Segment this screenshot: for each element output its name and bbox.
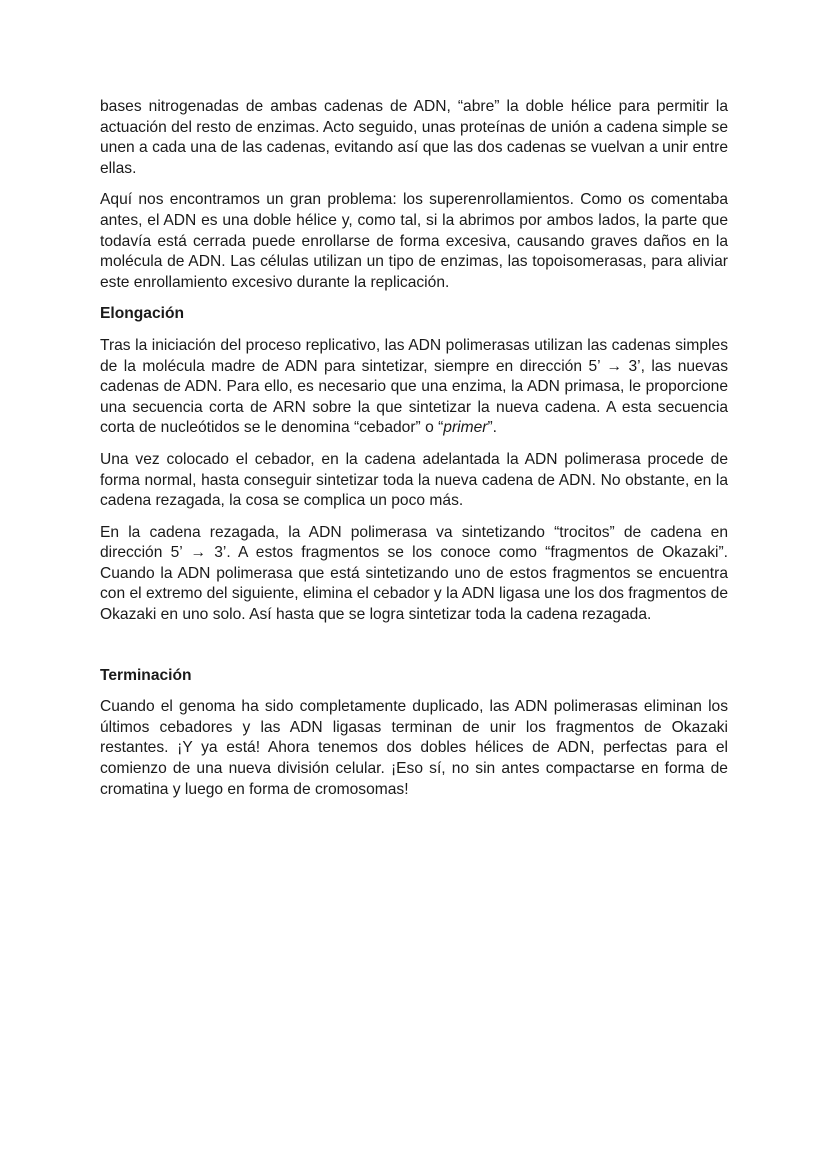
paragraph-supercoiling: Aquí nos encontramos un gran problema: los superenrollamientos. Como os comentaba antes, el ADN es una doble hélice y, como tal, si la abrimos por ambos lados, la parte que todavía está cerrada puede enrollarse de forma excesiva, causando graves daños en la molécula de ADN. Las células utilizan un tipo de enzimas, las topoisomerasas, para aliviar este enrollamiento excesivo durante la replicación. [100, 191, 728, 291]
heading-elongacion: Elongación [100, 305, 185, 323]
paragraph-leading-strand: Una vez colocado el cebador, en la cadena adelantada la ADN polimerasa procede de forma normal, hasta conseguir sintetizar toda la nueva cadena de ADN. No obstante, en la cadena rezagada, la cosa se complica un poco más. [100, 450, 728, 510]
primer-term: primer [443, 419, 488, 437]
paragraph-elongation-end: ”. [487, 419, 497, 437]
paragraph-elongation-text: Tras la iniciación del proceso replicativo, las ADN polimerasas utilizan las cadenas simples de la molécula madre de ADN para sintetizar, siempre en dirección 5’ → 3’, las nuevas cadenas de ADN. Para ello, es necesario que una enzima, la ADN primasa, le proporcione una secuencia corta de ARN sobre la que sintetizar la nueva cadena. A esta secuencia corta de nucleótidos se le denomina “cebador” o “ [100, 336, 728, 437]
document-page [100, 97, 728, 800]
paragraph-termination: Cuando el genoma ha sido completamente duplicado, las ADN polimerasas eliminan los últimos cebadores y las ADN ligasas terminan de unir los fragmentos de Okazaki restantes. ¡Y ya está! Ahora tenemos dos dobles hélices de ADN, perfectas para el comienzo de una nueva división celular. ¡Eso sí, no sin antes compactarse en forma de cromatina y luego en forma de cromosomas! [100, 698, 728, 798]
heading-terminacion: Terminación [100, 666, 192, 684]
paragraph-elongation-intro [100, 336, 728, 439]
paragraph-lagging-strand: En la cadena rezagada, la ADN polimerasa va sintetizando “trocitos” de cadena en dirección 5’ → 3’. A estos fragmentos se los conoce como “fragmentos de Okazaki”. Cuando la ADN polimerasa que está sintetizando uno de estos fragmentos se encuentra con el extremo del siguiente, elimina el cebador y la ADN ligasa une los dos fragmentos de Okazaki en uno solo. Así hasta que se logra sintetizar toda la cadena rezagada. [100, 523, 728, 624]
paragraph-helicase: bases nitrogenadas de ambas cadenas de ADN, “abre” la doble hélice para permitir la actuación del resto de enzimas. Acto seguido, unas proteínas de unión a cadena simple se unen a cada una de las cadenas, evitando así que las dos cadenas se vuelvan a unir entre ellas. [100, 98, 728, 177]
